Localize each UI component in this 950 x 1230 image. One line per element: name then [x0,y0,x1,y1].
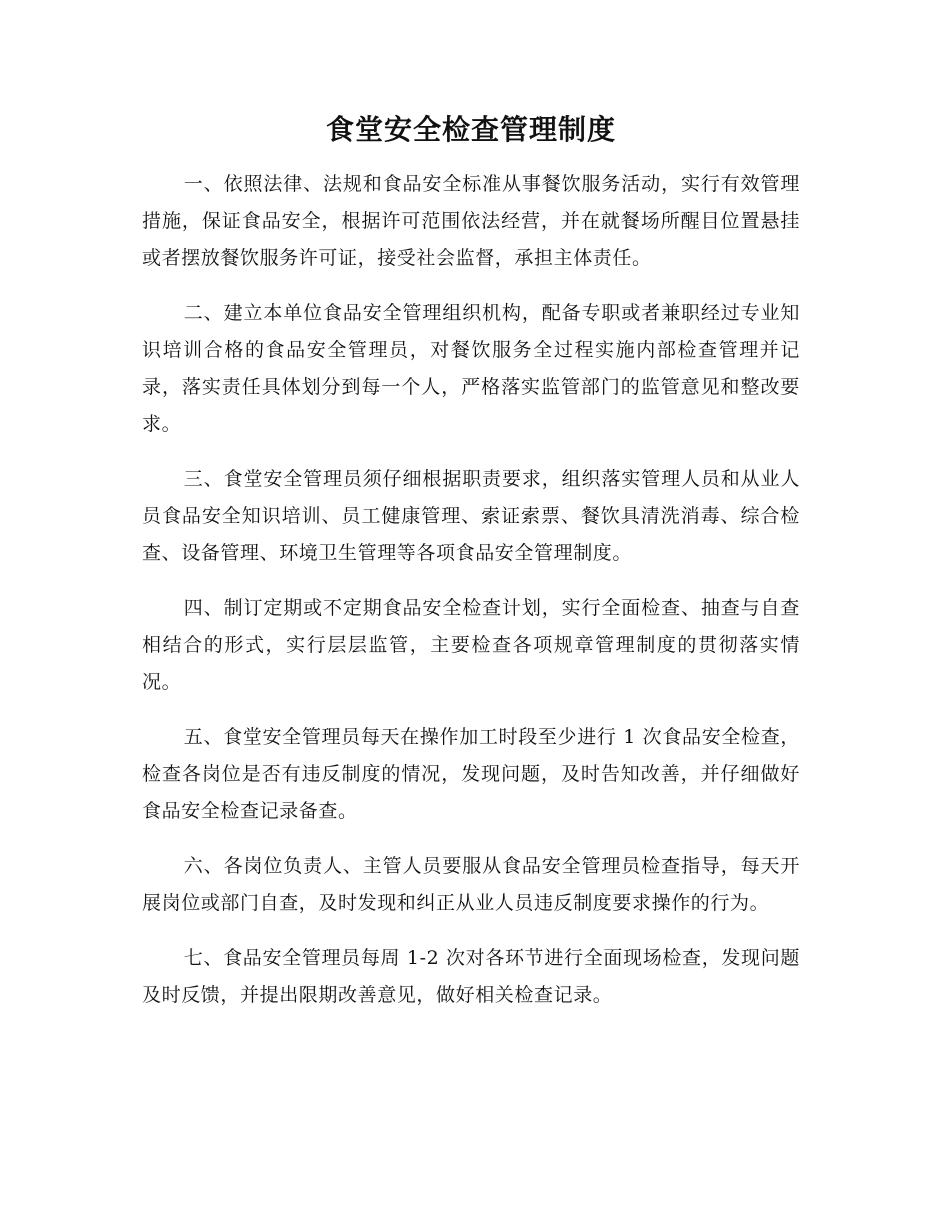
document-title: 食堂安全检查管理制度 [325,113,616,146]
paragraph-5: 五、食堂安全管理员每天在操作加工时段至少进行 1 次食品安全检查，检查各岗位是否有违反制度的情况，发现问题，及时告知改善，并仔细做好食品安全检查记录备查。 [142,726,800,822]
paragraph-2: 二、建立本单位食品安全管理组织机构，配备专职或者兼职经过专业知识培训合格的食品安全管理员，对餐饮服务全过程实施内部检查管理并记录，落实责任具体划分到每一个人，严格落实监管部门的监管意见和整改要求。 [142,302,800,435]
paragraph-6: 六、各岗位负责人、主管人员要服从食品安全管理员检查指导，每天开展岗位或部门自查，及时发现和纠正从业人员违反制度要求操作的行为。 [142,855,800,914]
paragraph-3: 三、食堂安全管理员须仔细根据职责要求，组织落实管理人员和从业人员食品安全知识培训、员工健康管理、索证索票、餐饮具清洗消毒、综合检查、设备管理、环境卫生管理等各项食品安全管理制度。 [142,468,800,564]
paragraph-4: 四、制订定期或不定期食品安全检查计划，实行全面检查、抽查与自查相结合的形式，实行层层监管，主要检查各项规章管理制度的贯彻落实情况。 [142,597,800,693]
paragraph-7: 七、食品安全管理员每周 1-2 次对各环节进行全面现场检查，发现问题及时反馈，并提出限期改善意见，做好相关检查记录。 [142,947,800,1006]
paragraph-1: 一、依照法律、法规和食品安全标准从事餐饮服务活动，实行有效管理措施，保证食品安全，根据许可范围依法经营，并在就餐场所醒目位置悬挂或者摆放餐饮服务许可证，接受社会监督，承担主体责任。 [142,173,800,269]
